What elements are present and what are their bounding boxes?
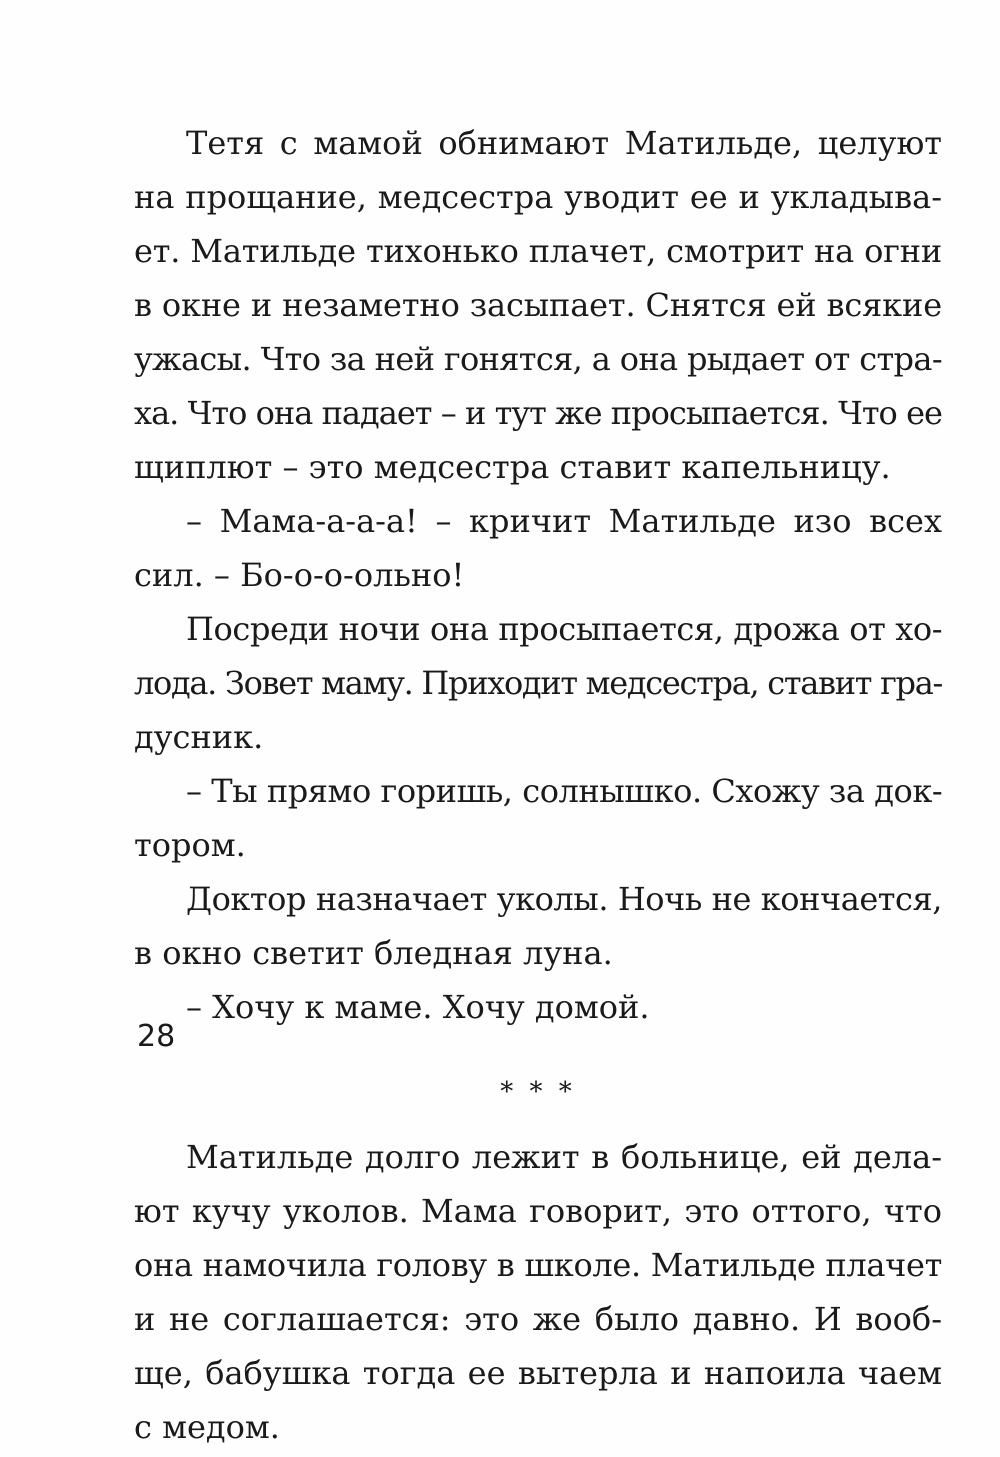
- text-line: на прощание, медсестра уводит ее и укладыва-: [134, 178, 942, 216]
- text-line: она намочила голову в школе. Матильде плачет: [134, 1246, 942, 1284]
- body-text: [134, 116, 942, 1454]
- text-line: – Хочу к маме. Хочу домой.: [186, 988, 650, 1026]
- text-line: в окне и незаметно засыпает. Снятся ей всякие: [134, 286, 942, 324]
- text-line: ет. Матильде тихонько плачет, смотрит на огни: [134, 232, 942, 270]
- text-line: тором.: [134, 826, 246, 864]
- text-line: сил. – Бо-о-о-ольно!: [134, 556, 465, 594]
- text-line: в окно светит бледная луна.: [134, 934, 613, 972]
- text-line: – Мама-а-а-а! – кричит Матильде изо всех: [186, 502, 942, 540]
- text-line: и не соглашается: это же было давно. И вооб-: [134, 1300, 942, 1338]
- text-line: – Ты прямо горишь, солнышко. Схожу за док-: [186, 772, 943, 810]
- text-line: щиплют – это медсестра ставит капельницу.: [134, 448, 891, 486]
- text-line: Посреди ночи она просыпается, дрожа от хо-: [186, 610, 943, 648]
- text-line: лода. Зовет маму. Приходит медсестра, ставит гра-: [134, 664, 942, 702]
- text-line: ужасы. Что за ней гонятся, а она рыдает от стра-: [134, 340, 942, 378]
- section-separator: * * *: [500, 1077, 576, 1107]
- text-line: Матильде долго лежит в больнице, ей дела-: [186, 1138, 942, 1176]
- text-line: ха. Что она падает – и тут же просыпается. Что ее: [134, 394, 942, 432]
- text-line: с медом.: [134, 1408, 280, 1446]
- text-line: Тетя с мамой обнимают Матильде, целуют: [186, 124, 942, 162]
- text-line: дусник.: [134, 718, 264, 756]
- text-line: Доктор назначает уколы. Ночь не кончается,: [186, 880, 942, 918]
- page-number: 28: [137, 1019, 176, 1054]
- text-line: ют кучу уколов. Мама говорит, это оттого, что: [134, 1192, 942, 1230]
- text-line: ще, бабушка тогда ее вытерла и напоила чаем: [134, 1354, 942, 1392]
